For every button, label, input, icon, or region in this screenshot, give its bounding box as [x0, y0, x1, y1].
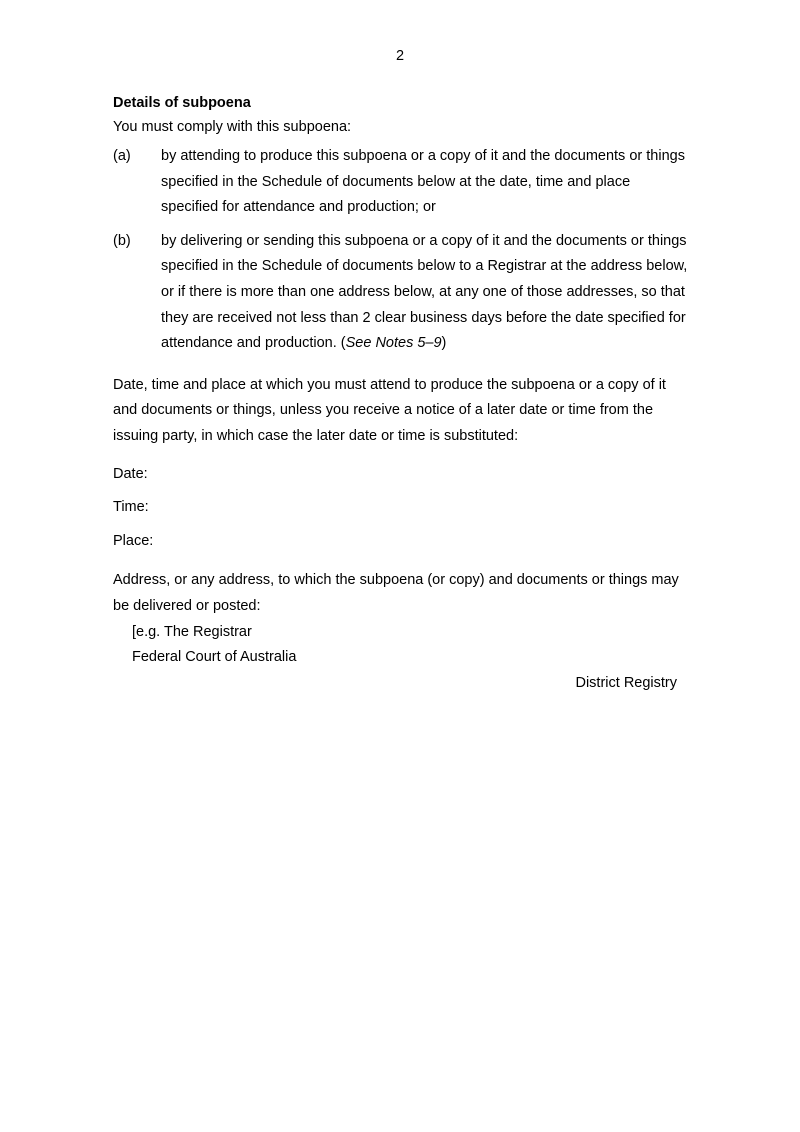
place-field: Place: — [113, 532, 154, 549]
item-text: by delivering or sending this subpoena or a copy of it and the documents or things specified in the Schedule of documents below to a Registrar at the address below, or if there is more than one address below, at any one of those addresses, so that they are received not less than 2 clear business days before the date specified for attendance and production. ( — [161, 232, 688, 352]
item-text-close: ) — [441, 335, 447, 352]
time-field: Time: — [113, 499, 149, 516]
address-paragraph: Address, or any address, to which the subpoena (or copy) and documents or things may be delivered or posted: — [113, 572, 679, 614]
document-body — [113, 94, 688, 696]
item-label: (b) — [113, 232, 131, 249]
address-line: [e.g. The Registrar — [132, 623, 252, 640]
address-line: Federal Court of Australia — [132, 649, 297, 666]
list-item-b — [113, 229, 688, 357]
date-field: Date: — [113, 465, 148, 482]
item-label: (a) — [113, 148, 131, 164]
page-number: 2 — [395, 48, 405, 64]
attendance-paragraph: Date, time and place at which you must attend to produce the subpoena or a copy of it and documents or things, unless you receive a notice of a later date or time from the issuing party, in which case the later date or time is substituted: — [113, 376, 666, 444]
district-registry: District Registry — [575, 674, 677, 691]
see-notes-reference: See Notes 5–9 — [345, 335, 442, 352]
section-heading: Details of subpoena — [113, 95, 251, 111]
item-text: by attending to produce this subpoena or a copy of it and the documents or things specified in the Schedule of documents below at the date, time and place specified for attendance and production; or — [161, 148, 685, 216]
list-item-a — [113, 144, 688, 221]
intro-text: You must comply with this subpoena: — [113, 119, 352, 135]
